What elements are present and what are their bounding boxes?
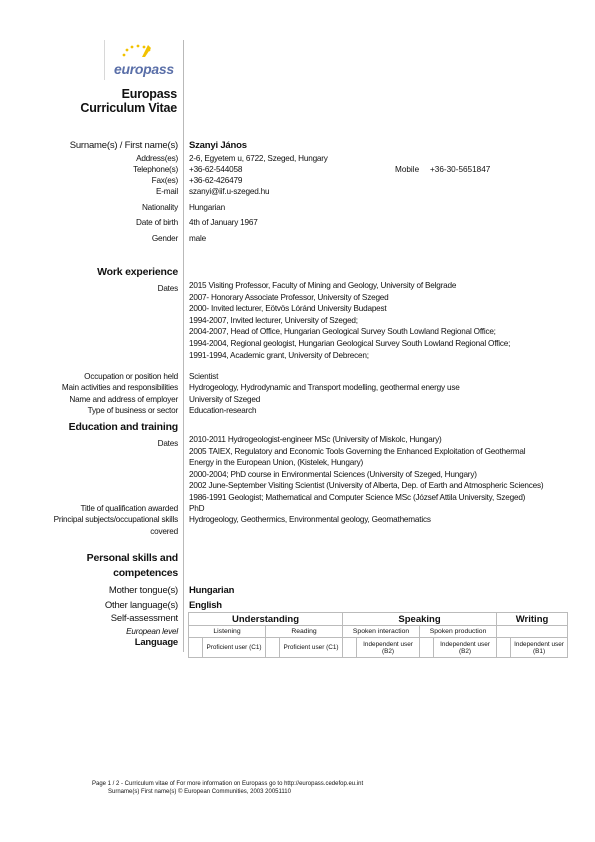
subjects-label: Principal subjects/occupational skills: [53, 515, 178, 524]
work-section-title: Work experience: [97, 266, 178, 278]
reading-header: Reading: [266, 626, 343, 638]
education-entry: 2000-2004; PhD course in Environmental Sciences (University of Szeged, Hungary): [189, 469, 477, 479]
language-table: [188, 612, 568, 658]
level-code-cell: [497, 638, 511, 658]
europass-logo: [104, 40, 174, 80]
language-label: Language: [134, 637, 178, 648]
gender-label: Gender: [151, 234, 178, 243]
work-dates-list: [189, 280, 510, 361]
mobile-label: Mobile: [395, 165, 420, 174]
listening-header: Listening: [189, 626, 266, 638]
fax-label: Fax(es): [151, 176, 178, 185]
activities-label: Main activities and responsibilities: [61, 383, 178, 392]
logo-text: europass: [114, 61, 174, 77]
employer-value: University of Szeged: [189, 395, 261, 404]
footer-line-1: Page 1 / 2 - Curriculum vitae of For more information on Europass go to http://europass.cedefop.eu.int: [92, 781, 364, 787]
education-section-title: Education and training: [68, 421, 178, 433]
fax-value: +36-62-426479: [189, 176, 243, 185]
telephone-label: Telephone(s): [133, 165, 178, 174]
name-label: Surname(s) / First name(s): [69, 140, 178, 151]
page-subtitle: Curriculum Vitae: [80, 101, 177, 115]
occupation-label: Occupation or position held: [84, 372, 178, 381]
skills-section-title-cont: competences: [113, 567, 178, 579]
work-entry: 2000- Invited lecturer, Eötvös Lóránd University Budapest: [189, 304, 387, 314]
mobile-value: +36-30-5651847: [430, 165, 491, 174]
education-entry: Energy in the European Union, (Kistelek, Hungary): [189, 458, 364, 468]
dob-value: 4th of January 1967: [189, 218, 258, 227]
spoken-interaction-header: Spoken interaction: [343, 626, 420, 638]
education-dates-list: [189, 434, 543, 504]
business-value: Education-research: [189, 406, 257, 415]
stars-icon: [118, 41, 158, 61]
subjects-label-cont: covered: [150, 527, 178, 536]
work-entry: 1991-1994, Academic grant, University of Debrecen;: [189, 350, 369, 360]
name-value: Szanyi János: [189, 140, 247, 151]
level-code-cell: [420, 638, 434, 658]
footer-line-2: Surname(s) First name(s) © European Communities, 2003 20051110: [108, 789, 291, 795]
activities-value: Hydrogeology, Hydrodynamic and Transport modelling, geothermal energy use: [189, 383, 460, 392]
writing-subheader: [497, 626, 568, 638]
listening-level: Proficient user (C1): [203, 638, 266, 658]
nationality-label: Nationality: [141, 203, 178, 212]
level-code-cell: [343, 638, 357, 658]
other-language-value: English: [189, 600, 222, 611]
spoken-interaction-level: Independent user (B2): [357, 638, 420, 658]
dob-label: Date of birth: [136, 218, 178, 227]
qualification-label: Title of qualification awarded: [80, 504, 178, 513]
business-label: Type of business or sector: [87, 406, 178, 415]
telephone-value: +36-62-544058: [189, 165, 243, 174]
spoken-production-header: Spoken production: [420, 626, 497, 638]
writing-header: Writing: [497, 613, 568, 626]
work-entry: 2015 Visiting Professor, Faculty of Mining and Geology, University of Belgrade: [189, 281, 457, 290]
other-language-label: Other language(s): [104, 600, 178, 611]
european-level-label: European level: [126, 627, 178, 636]
page-title: Europass: [121, 87, 177, 101]
understanding-header: Understanding: [189, 613, 343, 626]
work-entry: 1994-2004, Regional geologist, Hungarian Geological Survey South Lowland Regional Office;: [189, 338, 511, 348]
self-assessment-label: Self-assessment: [110, 613, 178, 624]
reading-level: Proficient user (C1): [280, 638, 343, 658]
column-divider: [183, 40, 184, 652]
email-label: E-mail: [156, 187, 178, 196]
email-value[interactable]: szanyi@iif.u-szeged.hu: [189, 187, 270, 196]
subjects-value: Hydrogeology, Geothermics, Environmental geology, Geomathematics: [189, 515, 431, 524]
speaking-header: Speaking: [343, 613, 497, 626]
work-entry: 2007- Honorary Associate Professor, University of Szeged: [189, 292, 389, 302]
skills-section-title: Personal skills and: [86, 552, 178, 564]
education-entry: 1986-1991 Geologist; Mathematical and Computer Science MSc (József Attila University, Szeged): [189, 492, 526, 502]
mother-tongue-label: Mother tongue(s): [108, 585, 178, 596]
level-code-cell: [189, 638, 203, 658]
education-dates-label: Dates: [157, 439, 178, 448]
work-dates-label: Dates: [157, 284, 178, 293]
spoken-production-level: Independent user (B2): [434, 638, 497, 658]
mother-tongue-value: Hungarian: [189, 585, 235, 596]
education-entry: 2005 TAIEX, Regulatory and Economic Tools Governing the Enhanced Exploitation of Geothermal: [189, 446, 526, 456]
education-entry: 2010-2011 Hydrogeologist-engineer MSc (University of Miskolc, Hungary): [189, 435, 442, 444]
education-entry: 2002 June-September Visiting Scientist (University of Alberta, Dep. of Earth and Atmospheric Sciences): [189, 481, 544, 491]
occupation-value: Scientist: [189, 372, 219, 381]
writing-level: Independent user (B1): [511, 638, 568, 658]
qualification-value: PhD: [189, 504, 205, 513]
work-entry: 2004-2007, Head of Office, Hungarian Geological Survey South Lowland Regional Office;: [189, 327, 496, 337]
employer-label: Name and address of employer: [69, 395, 178, 404]
address-label: Address(es): [136, 154, 178, 163]
work-entry: 1994-2007, Invited lecturer, University of Szeged;: [189, 315, 358, 325]
nationality-value: Hungarian: [189, 203, 225, 212]
address-value: 2-6, Egyetem u, 6722, Szeged, Hungary: [189, 154, 328, 163]
level-code-cell: [266, 638, 280, 658]
gender-value: male: [189, 234, 206, 243]
